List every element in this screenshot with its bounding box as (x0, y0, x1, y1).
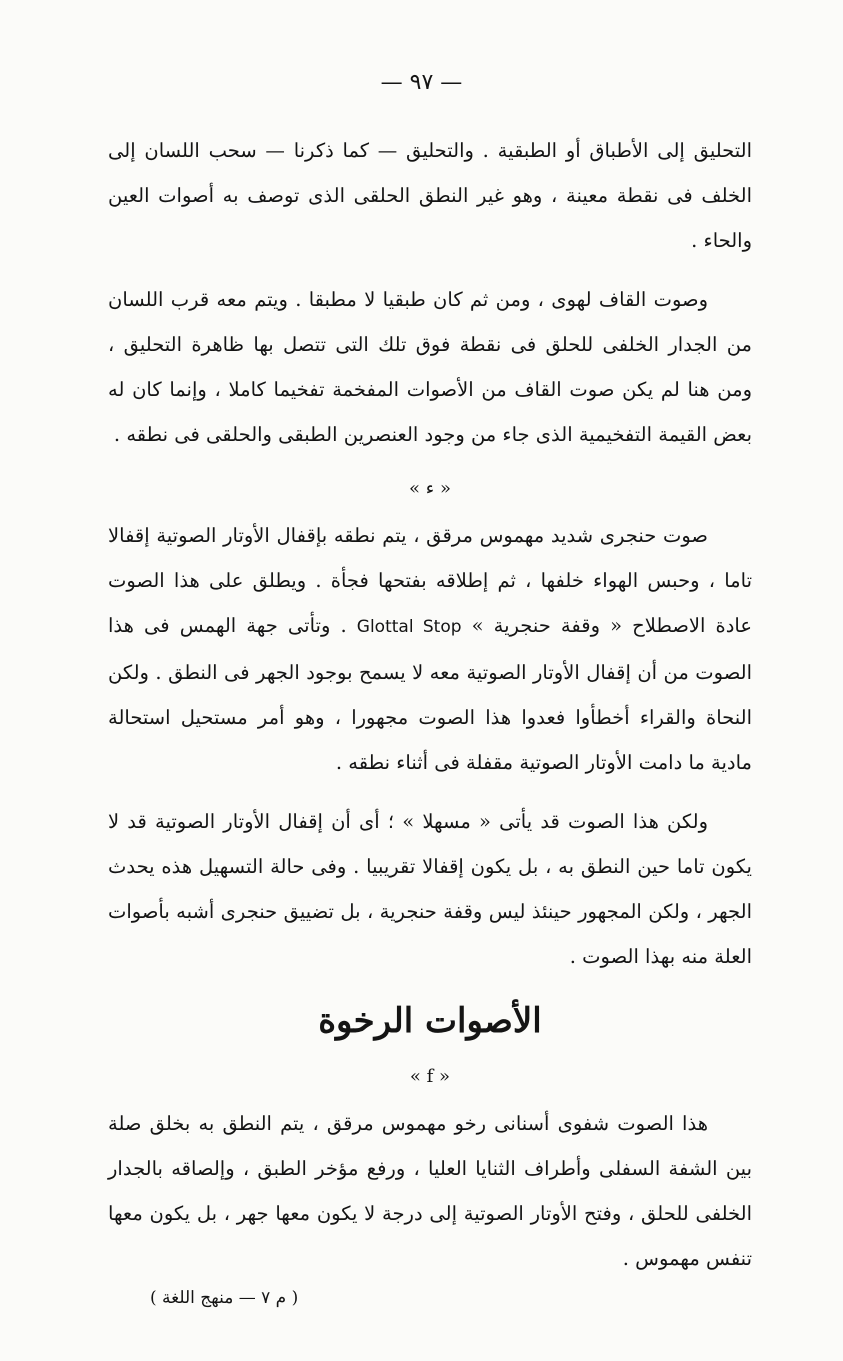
page-number: — ٩٧ — (380, 70, 463, 95)
section-mark-f: « f » (409, 1066, 451, 1087)
paragraph-3-part-b: . وتأتى جهة الهمس فى هذا الصوت من أن إقفال الأوتار الصوتية معه لا يسمح بوجود الجهر فى النطق . ولكن النحاة والقراء أخطأوا فعدوا هذا الصوت مجهورا ، وهو أمر مستحيل استحالة مادية ما دامت الأوتار الصوتية مقفلة فى أثناء نطقه . (108, 614, 752, 774)
paragraph-4: ولكن هذا الصوت قد يأتى « مسهلا » ؛ أى أن إقفال الأوتار الصوتية قد لا يكون تاما حين النطق به ، بل يكون إقفالا تقريبيا . وفى حالة التسهيل هذه يحدث الجهر ، ولكن المجهور حينئذ ليس وقفة حنجرية ، بل تضييق حنجرى أشبه بأصوات العلة منه بهذا الصوت . (108, 810, 752, 968)
paragraph-5: هذا الصوت شفوى أسنانى رخو مهموس مرقق ، يتم النطق به بخلق صلة بين الشفة السفلى وأطراف الثنايا العليا ، ورفع مؤخر الطبق ، وإلصاقه بالجدار الخلفى للحلق ، وفتح الأوتار الصوتية إلى درجة لا يكون معها جهر ، بل يكون معها تنفس مهموس . (108, 1112, 752, 1270)
paragraph-1: التحليق إلى الأطباق أو الطبقية . والتحليق — كما ذكرنا — سحب اللسان إلى الخلف فى نقطة معينة ، وهو غير النطق الحلقى الذى توصف به أصوات العين والحاء . (108, 139, 752, 252)
section-heading: الأصوات الرخوة (318, 1001, 542, 1041)
latin-term: Glottal Stop (356, 617, 462, 637)
section-mark-hamza: « ء » (409, 478, 451, 499)
paragraph-3 (108, 513, 752, 785)
paragraph-2: وصوت القاف لهوى ، ومن ثم كان طبقيا لا مطبقا . ويتم معه قرب اللسان من الجدار الخلفى للحلق فى نقطة فوق تلك التى تتصل بها ظاهرة التحليق ، ومن هنا لم يكن صوت القاف من الأصوات المفخمة تفخيما كاملا ، وإنما كان له بعض القيمة التفخيمية الذى جاء من وجود العنصرين الطبقى والحلقى فى نطقه . (108, 288, 752, 446)
page-body (108, 128, 752, 1295)
footer-signature: ( م ٧ — منهج اللغة ) (150, 1288, 299, 1308)
paragraph-3-part-a: صوت حنجرى شديد مهموس مرقق ، يتم نطقه بإقفال الأوتار الصوتية إقفالا تاما ، وحبس الهواء خلفها ، ثم إطلاقه بفتحها فجأة . ويطلق على هذا الصوت عادة الاصطلاح « وقفة حنجرية » (108, 524, 753, 637)
